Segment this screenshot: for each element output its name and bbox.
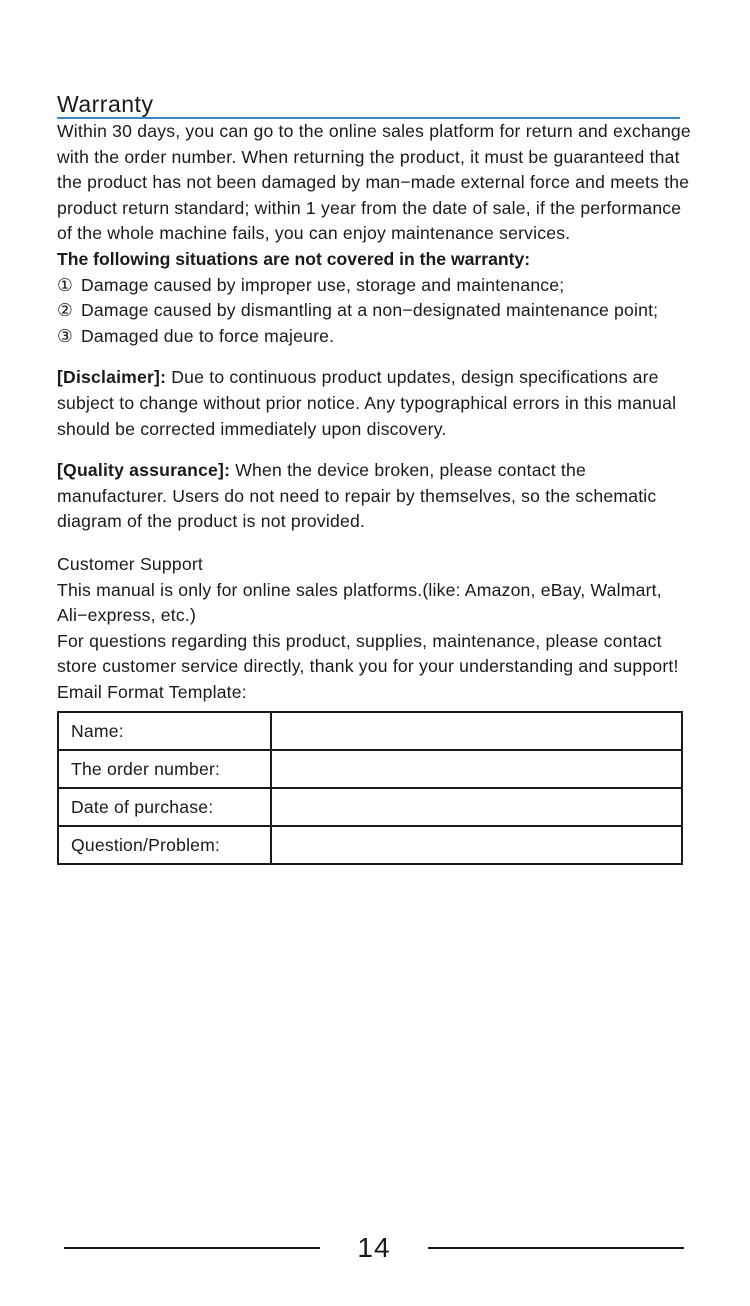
list-text: Damage caused by dismantling at a non−designated maintenance point;	[81, 300, 659, 321]
table-row	[58, 826, 682, 864]
table-label-cell: Date of purchase:	[58, 788, 271, 826]
table-label-cell: The order number:	[58, 750, 271, 788]
table-label-cell: Question/Problem:	[58, 826, 271, 864]
list-text: Damage caused by improper use, storage and maintenance;	[81, 274, 565, 295]
table-value-cell	[271, 788, 682, 826]
list-item	[57, 273, 697, 299]
disclaimer-text: Due to continuous product updates, design specifications are subject to change without prior notice. Any typographical errors in this manual should be corrected immediately upon discovery.	[57, 367, 677, 439]
manual-page	[57, 88, 697, 865]
table-value-cell	[271, 712, 682, 750]
list-item	[57, 298, 697, 324]
warranty-body: Within 30 days, you can go to the online sales platform for return and exchange with the order number. When returning the product, it must be guaranteed that the product has not been damaged by man−made external force and meets the product return standard; within 1 year from the date of sale, if the performance of the whole machine fails, you can enjoy maintenance services.	[57, 121, 691, 244]
list-number: ①	[57, 274, 73, 295]
list-number: ②	[57, 300, 73, 321]
list-item	[57, 324, 697, 350]
exclusions-list	[57, 273, 697, 350]
warranty-title: Warranty	[57, 91, 154, 117]
table-value-cell	[271, 826, 682, 864]
list-text: Damaged due to force majeure.	[81, 325, 335, 346]
email-template-heading: Email Format Template:	[57, 681, 247, 702]
support-platforms: This manual is only for online sales platforms.(like: Amazon, eBay, Walmart, Ali−express, etc.)	[57, 579, 662, 626]
table-value-cell	[271, 750, 682, 788]
table-label-cell: Name:	[58, 712, 271, 750]
quality-label: [Quality assurance]:	[57, 460, 231, 481]
table-row	[58, 788, 682, 826]
table-row	[58, 712, 682, 750]
exclusions-heading: The following situations are not covered in the warranty:	[57, 248, 531, 269]
disclaimer-paragraph	[57, 365, 697, 442]
list-number: ③	[57, 325, 73, 346]
footer-rule-right	[428, 1247, 684, 1249]
email-template-table	[57, 711, 683, 865]
disclaimer-label: [Disclaimer]:	[57, 367, 167, 388]
table-row	[58, 750, 682, 788]
page-footer	[64, 1230, 684, 1266]
quality-paragraph	[57, 458, 697, 535]
support-heading: Customer Support	[57, 553, 203, 574]
support-contact: For questions regarding this product, supplies, maintenance, please contact store customer service directly, thank you for your understanding and support!	[57, 630, 679, 677]
page-number: 14	[357, 1232, 391, 1263]
quality-text: When the device broken, please contact the manufacturer. Users do not need to repair by themselves, so the schematic diagram of the product is not provided.	[57, 460, 657, 532]
